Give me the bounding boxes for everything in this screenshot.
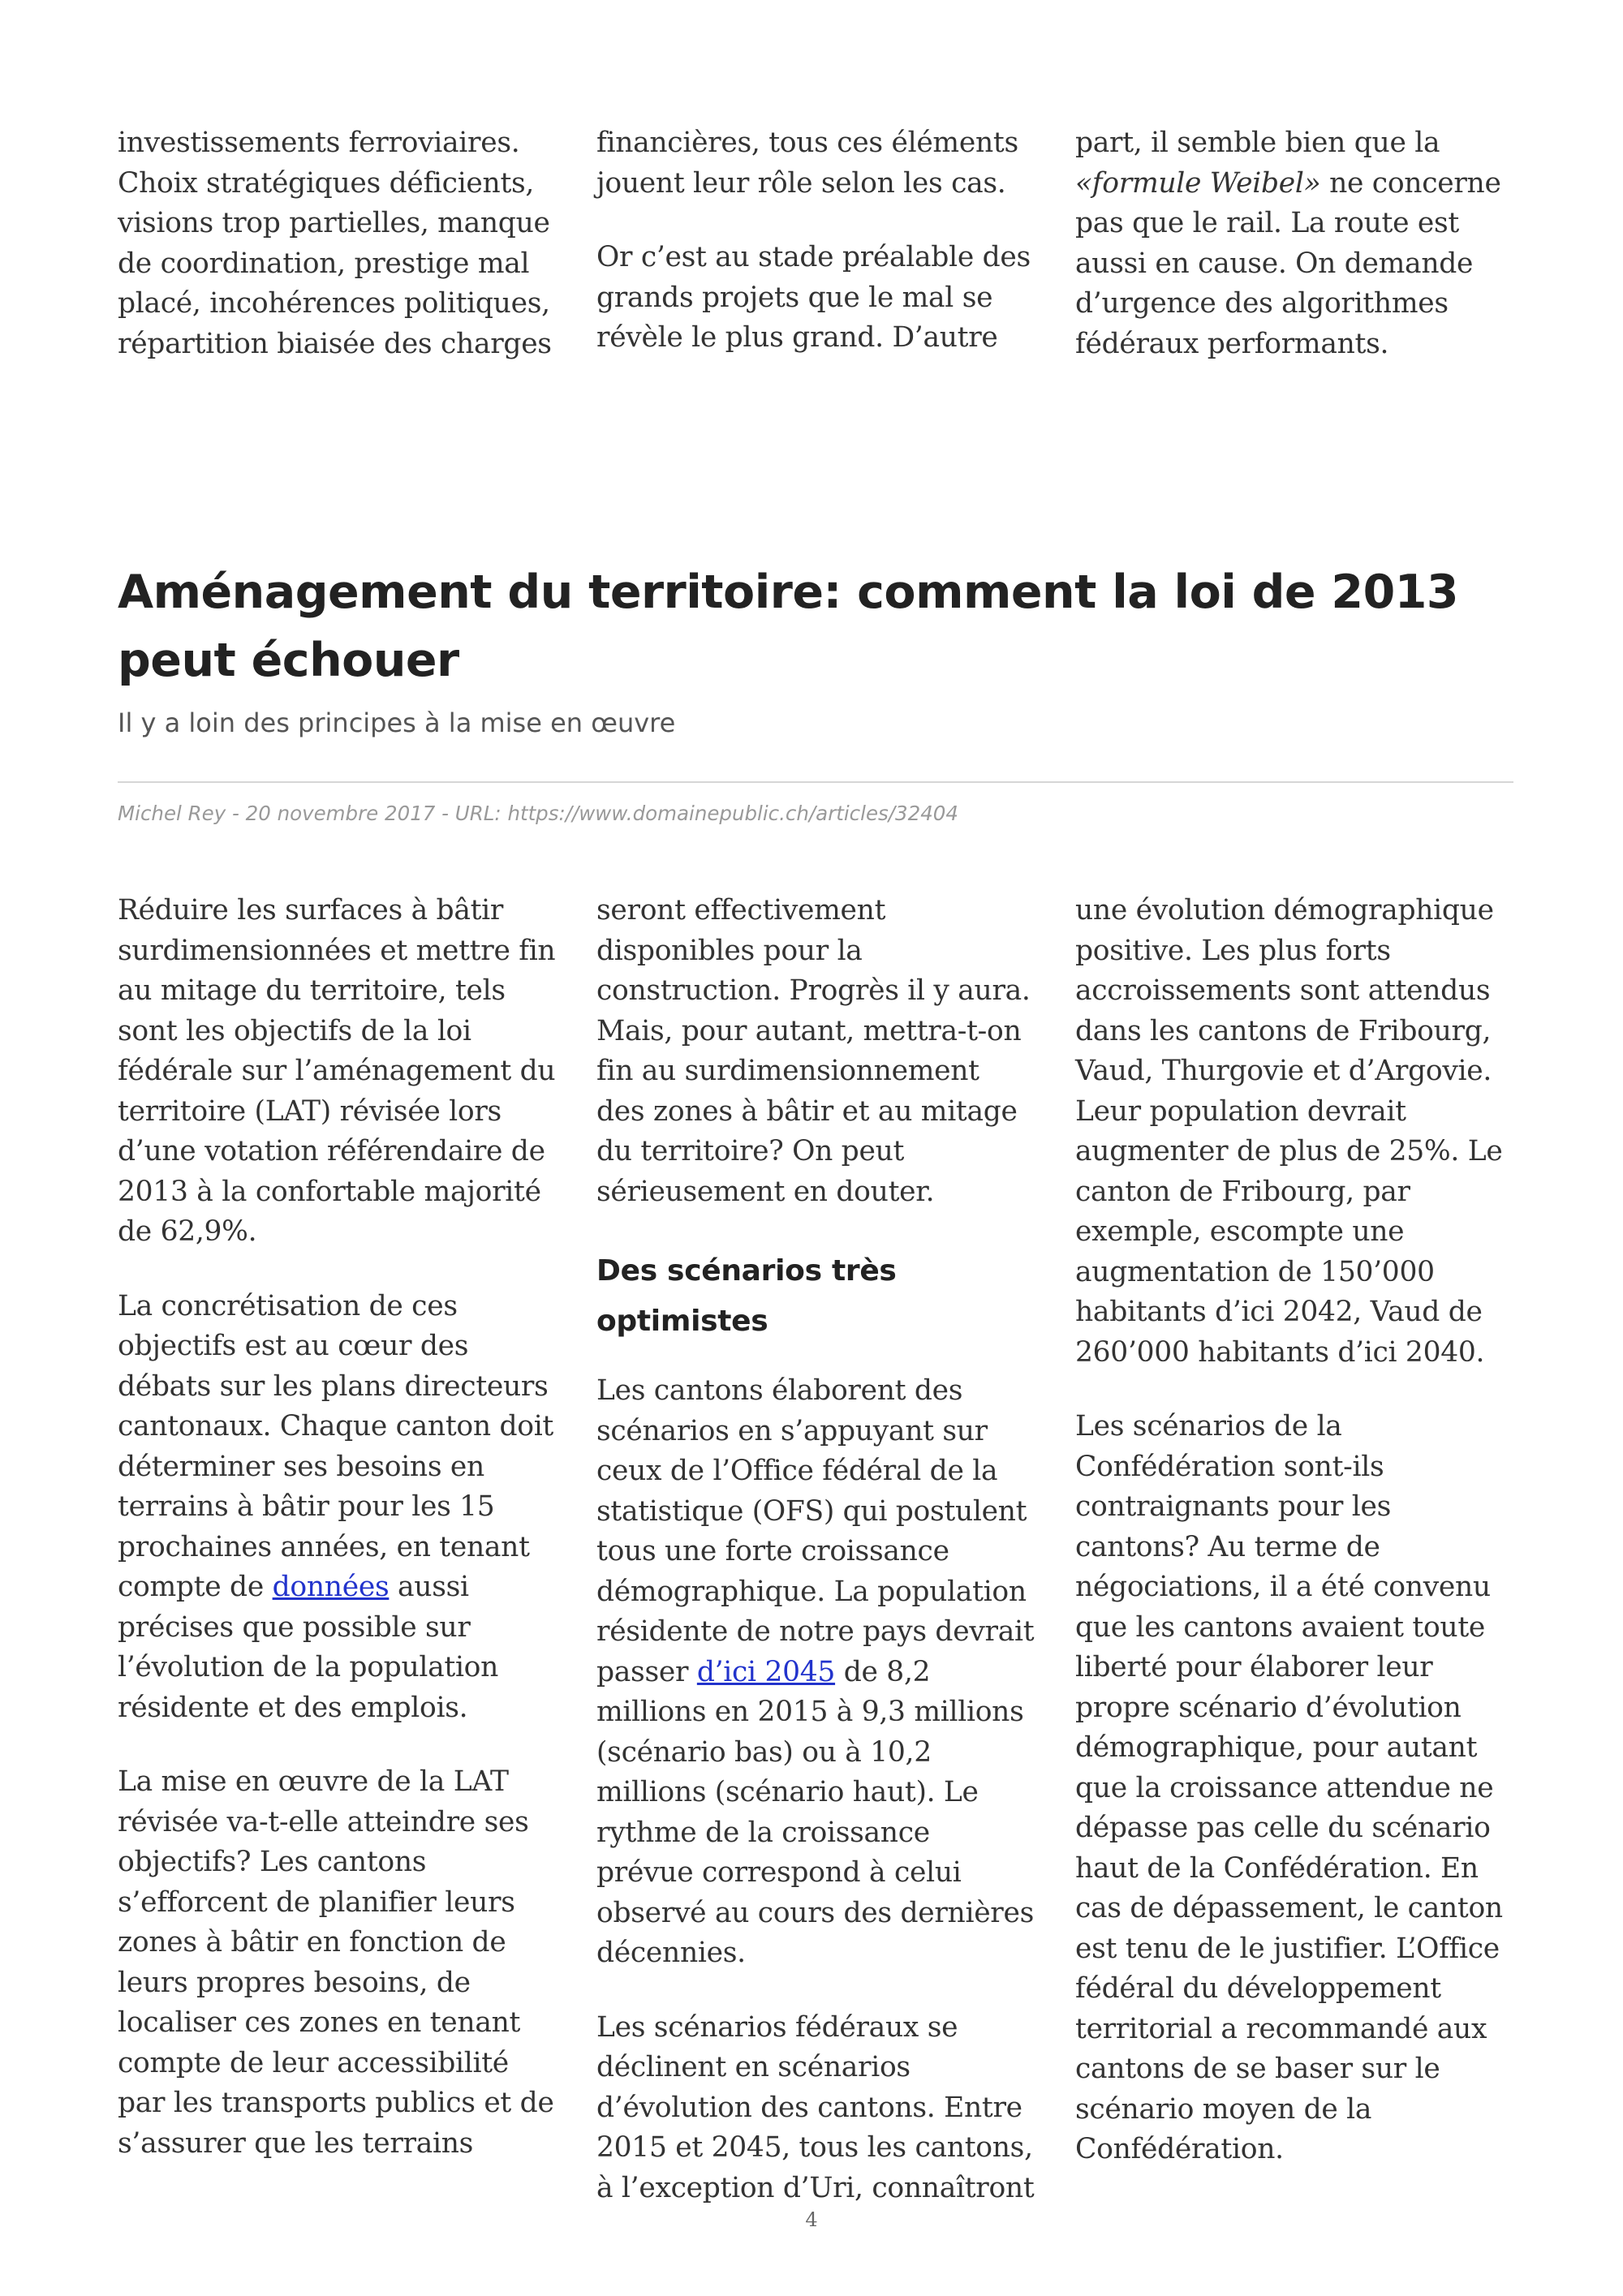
article-meta: Michel Rey - 20 novembre 2017 - URL: https://www.domainepublic.ch/articles/32404 bbox=[118, 802, 958, 825]
emphasis-formule-weibel: «formule Weibel» bbox=[1075, 166, 1321, 200]
article-column-1 bbox=[118, 891, 556, 2208]
text-run: La concrétisation de ces objectifs est au cœur des débats sur les plans directeurs cantonaux. Chaque canton doit déterminer ses besoins en terrains à bâtir pour les 15 prochaines années, en tenant compte de bbox=[118, 1289, 554, 1603]
text-run: part, il semble bien que la bbox=[1075, 127, 1440, 159]
article-paragraph: Les scénarios de la Confédération sont-ils contraignants pour les cantons? Au terme de négociations, il a été convenu que les cantons avaient toute liberté pour élaborer leur propre scénario d’évolution démographique, pour autant que la croissance attendue ne dépasse pas celle du scénario haut de la Confédération. En cas de dépassement, le canton est tenu de le justifier. L’Office fédéral du développement territorial a recommandé aux cantons de se baser sur le scénario moyen de la Confédération. bbox=[1075, 1410, 1503, 2165]
article-paragraph: seront effectivement disponibles pour la construction. Progrès il y aura. Mais, pour autant, mettra-t-on fin au surdimensionnement des zones à bâtir et au mitage du territoire? On peut sérieusement en douter. bbox=[596, 894, 1031, 1208]
article-paragraph bbox=[596, 1371, 1035, 1974]
link-dici-2045[interactable]: d’ici 2045 bbox=[696, 1655, 836, 1688]
article-subtitle: Il y a loin des principes à la mise en œuvre bbox=[118, 707, 676, 738]
article-paragraph: Réduire les surfaces à bâtir surdimensionnées et mettre fin au mitage du territoire, tels sont les objectifs de la loi fédérale sur l’aménagement du territoire (LAT) révisée lors d’une votation référendaire de 2013 à la confortable majorité de 62,9%. bbox=[118, 894, 556, 1248]
text-run: de 8,2 millions en 2015 à 9,3 millions (scénario bas) ou à 10,2 millions (scénario haut). Le rythme de la croissance prévue correspond à celui observé au cours des dernières décennies. bbox=[596, 1655, 1035, 1969]
continued-paragraph: Or c’est au stade préalable des grands projets que le mal se révèle le plus grand. D’autre bbox=[596, 241, 1031, 354]
article-body-columns bbox=[118, 891, 1513, 2208]
continued-article-columns bbox=[118, 123, 1513, 364]
continued-paragraph bbox=[1075, 123, 1513, 364]
text-run: ne concerne pas que le rail. La route est aussi en cause. On demande d’urgence des algorithmes fédéraux performants. bbox=[1075, 166, 1501, 360]
continued-paragraph: financières, tous ces éléments jouent leur rôle selon les cas. bbox=[596, 127, 1018, 200]
article-column-2 bbox=[596, 891, 1035, 2208]
article-column-3 bbox=[1075, 891, 1513, 2208]
text-run: Les cantons élaborent des scénarios en s’appuyant sur ceux de l’Office fédéral de la statistique (OFS) qui postulent tous une forte croissance démographique. La population résidente de notre pays devrait passer bbox=[596, 1374, 1035, 1688]
continued-paragraph: investissements ferroviaires. Choix stratégiques déficients, visions trop partielles, manque de coordination, prestige mal placé, incohérences politiques, répartition biaisée des charges bbox=[118, 127, 552, 360]
link-donnees[interactable]: données bbox=[272, 1571, 390, 1603]
article-paragraph: Les scénarios fédéraux se déclinent en scénarios d’évolution des cantons. Entre 2015 et 2045, tous les cantons, à l’exception d’Uri, connaîtront bbox=[596, 2010, 1035, 2204]
continued-column-1 bbox=[118, 123, 556, 364]
section-heading: Des scénarios très optimistes bbox=[596, 1254, 897, 1338]
text-run: aussi précises que possible sur l’évolution de la population résidente et des emplois. bbox=[118, 1571, 499, 1724]
article-paragraph: une évolution démographique positive. Les plus forts accroissements sont attendus dans les cantons de Fribourg, Vaud, Thurgovie et d’Argovie. Leur population devrait augmenter de plus de 25%. Le canton de Fribourg, par exemple, escompte une augmentation de 150’000 habitants d’ici 2042, Vaud de 260’000 habitants d’ici 2040. bbox=[1075, 894, 1503, 1369]
article-title: Aménagement du territoire: comment la loi de 2013 peut échouer bbox=[118, 565, 1459, 687]
divider bbox=[118, 781, 1513, 783]
continued-column-2 bbox=[596, 123, 1035, 364]
article-paragraph: La mise en œuvre de la LAT révisée va-t-elle atteindre ses objectifs? Les cantons s’efforcent de planifier leurs zones à bâtir en fonction de leurs propres besoins, de localiser ces zones en tenant compte de leur accessibilité par les transports publics et de s’assurer que les terrains bbox=[118, 1765, 554, 2160]
continued-column-3 bbox=[1075, 123, 1513, 364]
page-number: 4 bbox=[805, 2208, 818, 2231]
article-paragraph bbox=[118, 1287, 556, 1729]
